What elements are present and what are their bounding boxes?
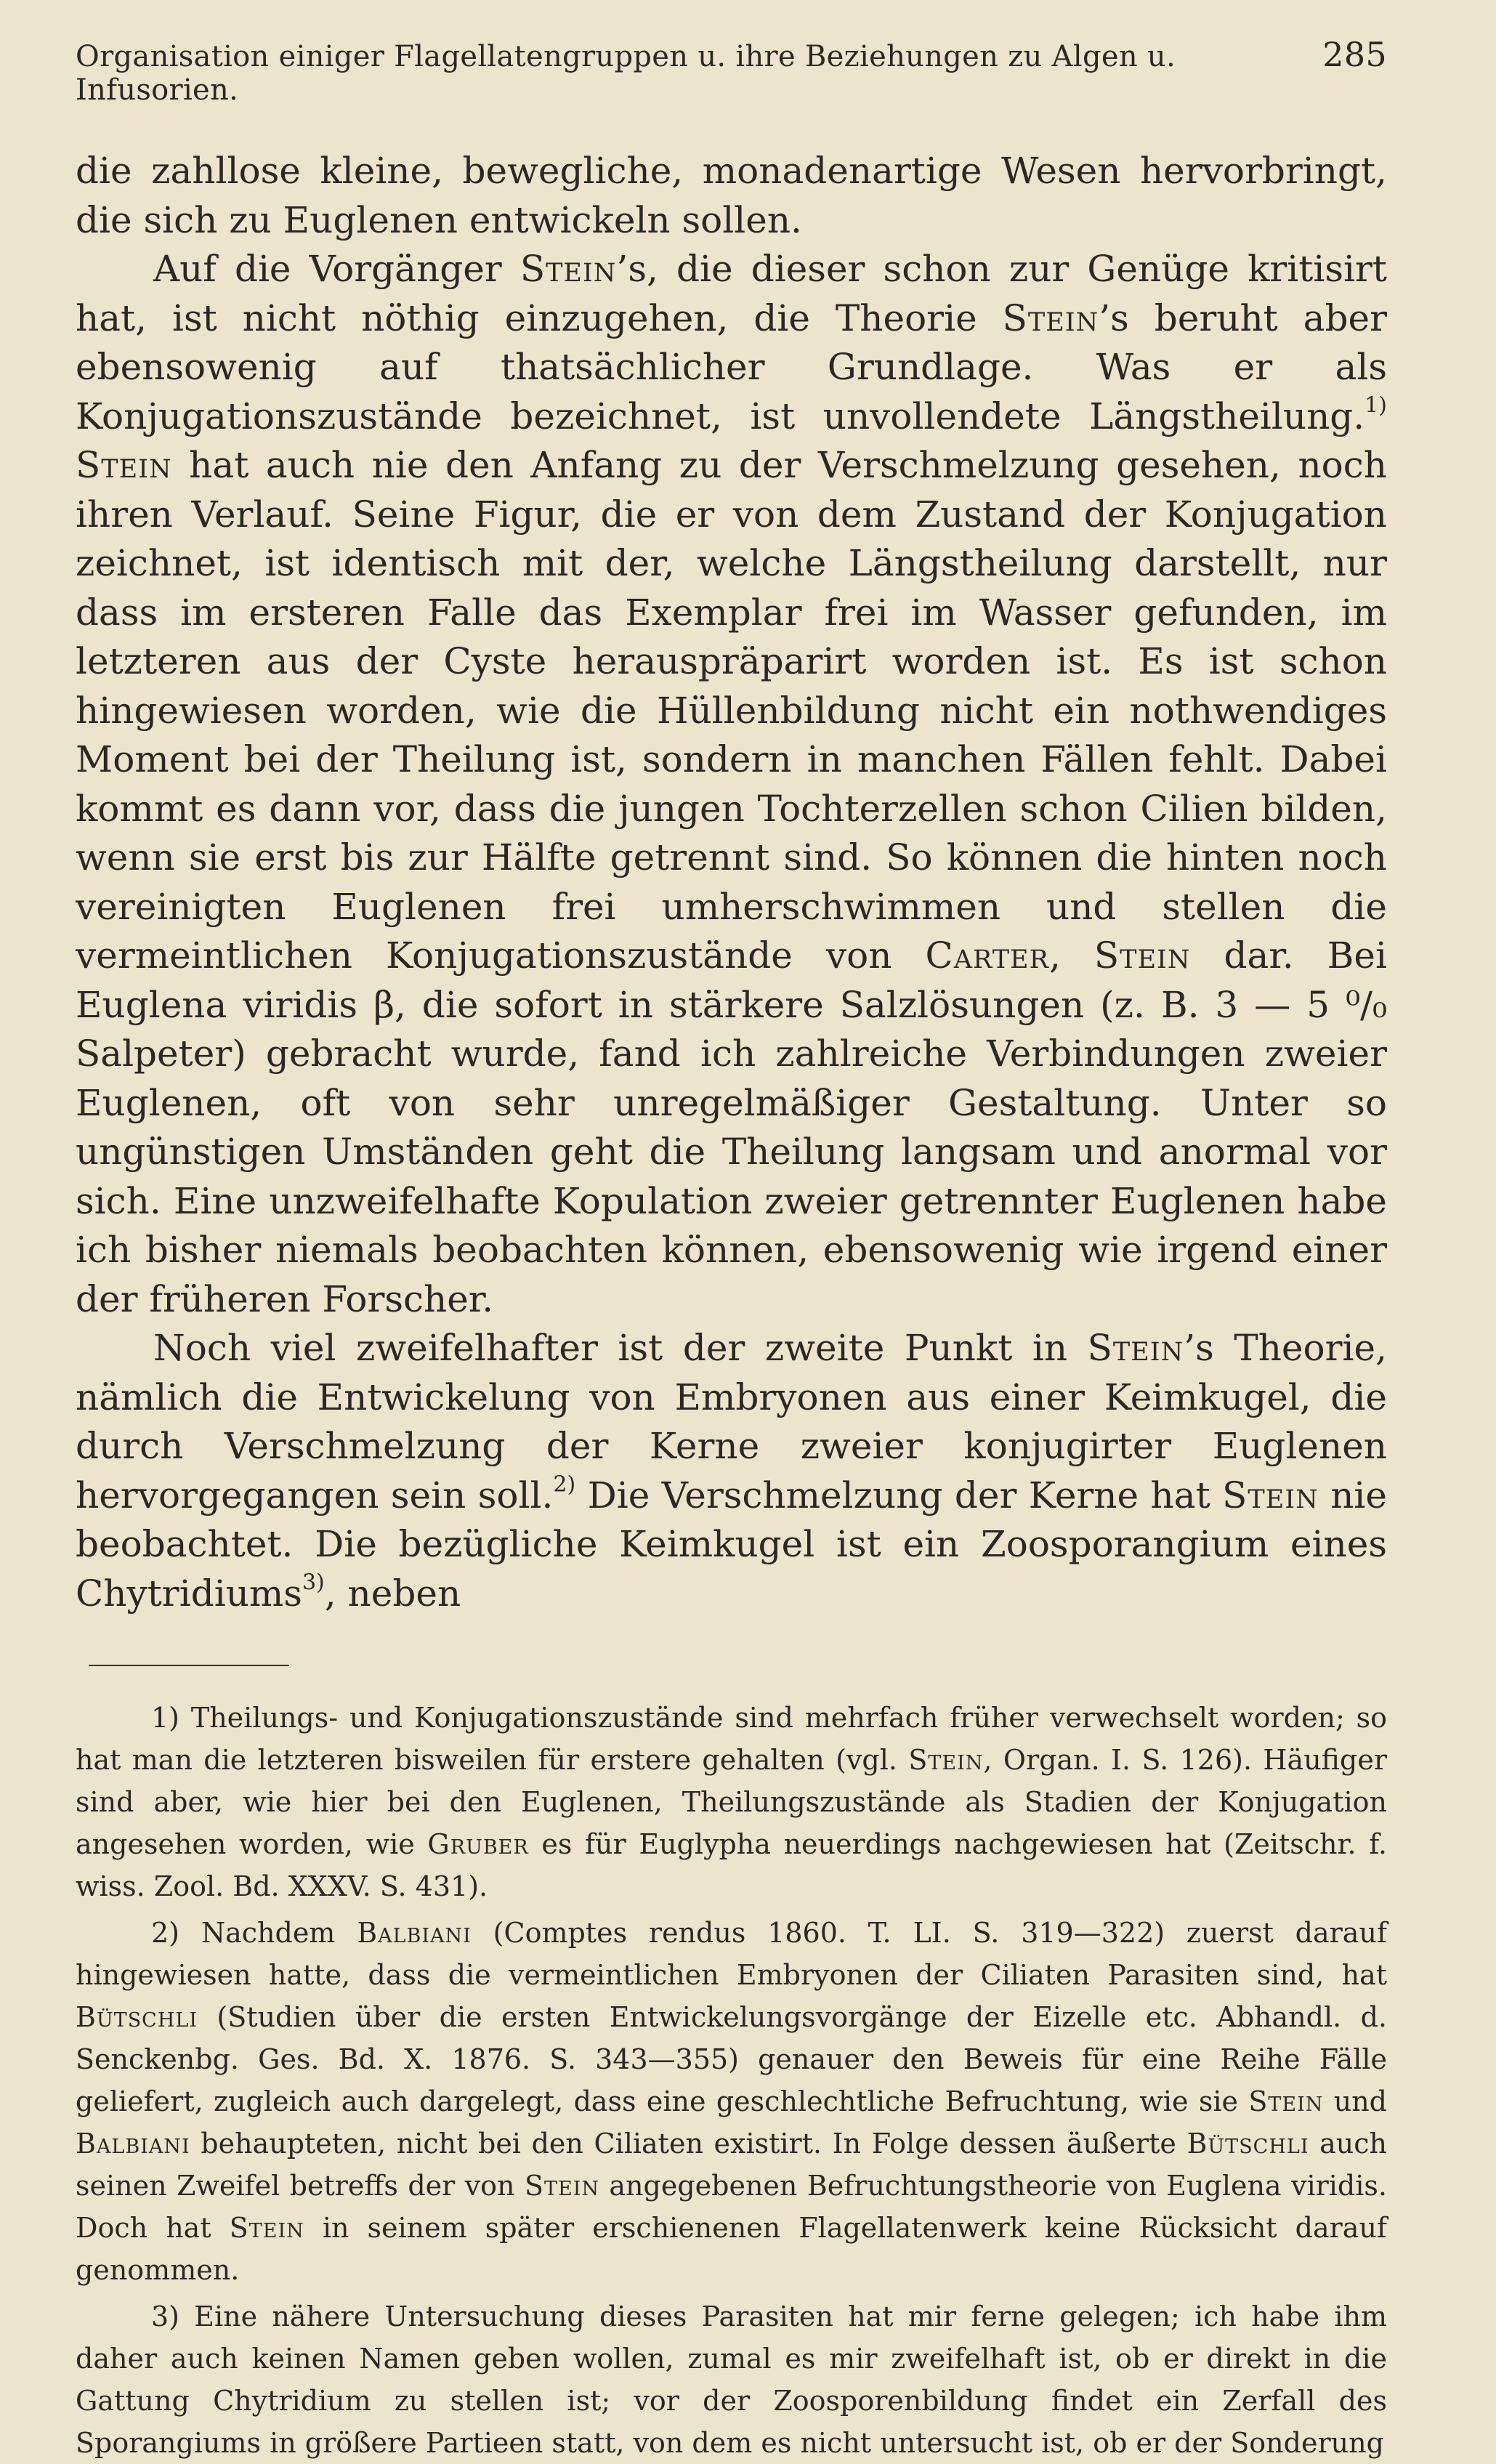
paragraph-3: Noch viel zweifelhafter ist der zweite Punkt in Stein’s Theorie, nämlich die Entwickelung von Embryonen aus einer Keimkugel, die durch Verschmelzung der Kerne zweier konjugirter Euglenen hervorgegangen sein soll.$^{2)}$ Die Verschmelzung der Kerne hat Stein nie beobachtet. Die bezügliche Keimkugel ist ein Zoosporangium eines Chytridiums$^{3)}$, neben: [76, 1327, 1387, 1615]
author-name: Gruber: [427, 1828, 529, 1860]
running-head: [76, 35, 1387, 107]
author-name: Bütschli: [76, 2001, 198, 2033]
author-name: Stein: [1222, 1474, 1319, 1516]
author-name: Stein: [524, 2170, 599, 2202]
author-name: Stein: [519, 248, 617, 290]
author-name: Stein: [1248, 2085, 1324, 2117]
footnote-ref-2: 2): [553, 1471, 576, 1497]
paragraph-1: die zahllose kleine, bewegliche, monadenartige Wesen hervorbringt, die sich zu Euglenen entwickeln sollen.: [76, 150, 1387, 241]
author-name: Stein: [908, 1744, 984, 1776]
author-name: Balbiani: [357, 1917, 472, 1949]
author-name: Stein: [1002, 296, 1099, 339]
page-number: 285: [1322, 35, 1387, 74]
author-name: Balbiani: [76, 2128, 190, 2160]
footnote-divider: [89, 1665, 289, 1666]
author-name: Stein: [76, 444, 172, 486]
author-name: Bütschli: [1186, 2128, 1309, 2160]
footnote-1: 1) Theilungs- und Konjugationszustände sind mehrfach früher verwechselt worden; so hat man die letzteren bisweilen für erstere gehalten (vgl. Stein, Organ. I. S. 126). Häufiger sind aber, wie hier bei den Euglenen, Theilungszustände als Stadien der Konjugation angesehen worden, wie Gruber es für Euglypha neuerdings nachgewiesen hat (Zeitschr. f. wiss. Zool. Bd. XXXV. S. 431).: [76, 1702, 1387, 1902]
footnote-3: 3) Eine nähere Untersuchung dieses Parasiten hat mir ferne gelegen; ich habe ihm daher auch keinen Namen geben wollen, zumal es mir zweifelhaft ist, ob er direkt in die Gattung Chytridium zu stellen ist; vor der Zoosporenbildung findet ein Zerfall des Sporangiums in größere Partieen statt, von dem es nicht untersucht ist, ob er der Sonderung: [76, 2301, 1387, 2459]
running-title: Organisation einiger Flagellatengruppen u. ihre Beziehungen zu Algen u. Infusorien.: [76, 40, 1176, 107]
footnote-ref-3: 3): [302, 1570, 325, 1595]
author-name: Stein: [1093, 934, 1191, 977]
author-name: Stein: [229, 2212, 304, 2244]
footnote-ref-1: 1): [1364, 392, 1387, 418]
footnote-2: 2) Nachdem Balbiani (Comptes rendus 1860. T. LI. S. 319—322) zuerst darauf hingewiesen hatte, dass die vermeintlichen Embryonen der Ciliaten Parasiten sind, hat Bütschli (Studien über die ersten Entwickelungsvorgänge der Eizelle etc. Abhandl. d. Senckenbg. Ges. Bd. X. 1876. S. 343—355) genauer den Beweis für eine Reihe Fälle geliefert, zugleich auch dargelegt, dass eine geschlechtliche Befruchtung, wie sie Stein und Balbiani behaupteten, nicht bei den Ciliaten existirt. In Folge dessen äußerte Bütschli auch seinen Zweifel betreffs der von Stein angegebenen Befruchtungstheorie von Euglena viridis. Doch hat Stein in seinem später erschienenen Flagellatenwerk keine Rücksicht darauf genommen.: [76, 1917, 1388, 2286]
main-text: [76, 147, 1387, 1618]
author-name: Carter: [925, 934, 1049, 977]
paragraph-2: Auf die Vorgänger Stein’s, die dieser schon zur Genüge kritisirt hat, ist nicht nöthig einzugehen, die Theorie Stein’s beruht aber ebensowenig auf thatsächlicher Grundlage. Was er als Konjugationszustände bezeichnet, ist unvollendete Längstheilung.$^{1)}$ Stein hat auch nie den Anfang zu der Verschmelzung gesehen, noch ihren Verlauf. Seine Figur, die er von dem Zustand der Konjugation zeichnet, ist identisch mit der, welche Längstheilung darstellt, nur dass im ersteren Falle das Exemplar frei im Wasser gefunden, im letzteren aus der Cyste herauspräparirt worden ist. Es ist schon hingewiesen worden, wie die Hüllenbildung nicht ein nothwendiges Moment bei der Theilung ist, sondern in manchen Fällen fehlt. Dabei kommt es dann vor, dass die jungen Tochterzellen schon Cilien bilden, wenn sie erst bis zur Hälfte getrennt sind. So können die hinten noch vereinigten Euglenen frei umherschwimmen und stellen die vermeintlichen Konjugationszustände von Carter, Stein dar. Bei Euglena viridis β, die sofort in stärkere Salzlösungen (z. B. 3 — 5 ⁰/₀ Salpeter) gebracht wurde, fand ich zahlreiche Verbindungen zweier Euglenen, oft von sehr unregelmäßiger Gestaltung. Unter so ungünstigen Umständen geht die Theilung langsam und anormal vor sich. Eine unzweifelhafte Kopulation zweier getrennter Euglenen habe ich bisher niemals beobachten können, ebensowenig wie irgend einer der früheren Forscher.: [76, 248, 1387, 1320]
author-name: Stein: [1087, 1327, 1184, 1369]
footnotes: [76, 1697, 1387, 2464]
